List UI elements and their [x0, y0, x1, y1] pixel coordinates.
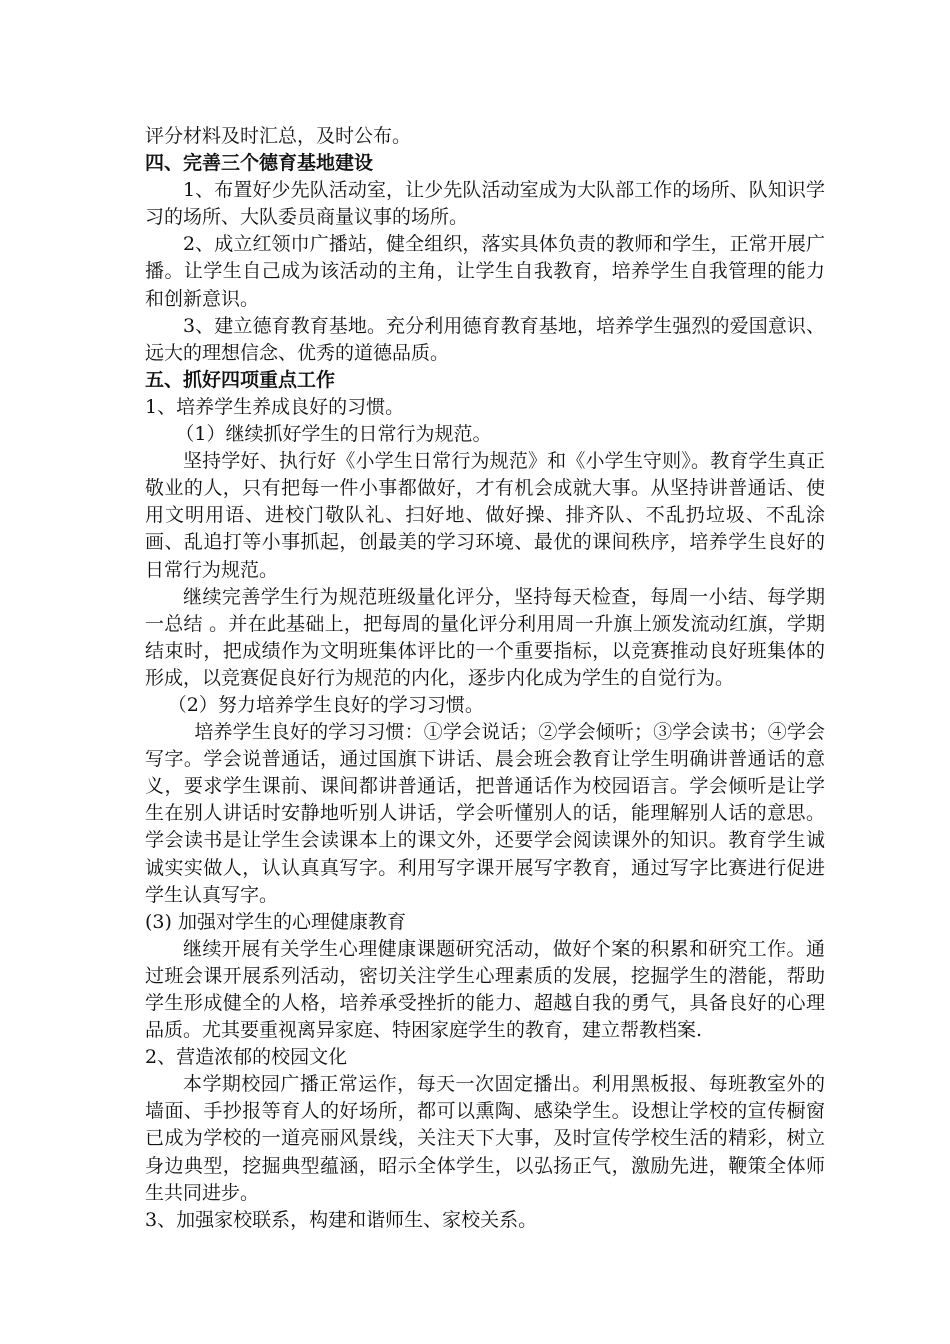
paragraph: 坚持学好、执行好《小学生日常行为规范》和《小学生守则》。教育学生真正敬业的人，只有把每一件小事都做好，才有机会成就大事。从坚持讲普通话、使用文明用语、进校门敬队礼、扫好地、做好操、排齐队、不乱扔垃圾、不乱涂画、乱追打等小事抓起，创最美的学习环境、最优的课间秩序，培养学生良好的日常行为规范。 [145, 450, 825, 581]
paragraph: 培养学生良好的学习习惯：①学会说话；②学会倾听；③学会读书；④学会写字。学会说普通话，通过国旗下讲话、晨会班会教育让学生明确讲普通话的意义，要求学生课前、课间都讲普通话，把普通话作为校园语言。学会倾听是让学生在别人讲话时安静地听别人讲话，学会听懂别人的话，能理解别人话的意思。学会读书是让学生会读课本上的课文外，还要学会阅读课外的知识。教育学生诚诚实实做人，认认真真写字。利用写字课开展写字教育，通过写字比赛进行促进学生认真写字。 [145, 721, 825, 906]
subheading: （1）继续抓好学生的日常行为规范。 [175, 423, 492, 446]
subheading: 2、营造浓郁的校园文化 [145, 1046, 348, 1069]
subheading: 3、加强家校联系，构建和谐师生、家校关系。 [145, 1208, 538, 1231]
paragraph: 本学期校园广播正常运作，每天一次固定播出。利用黑板报、每班教室外的墙面、手抄报等育人的好场所，都可以熏陶、感染学生。设想让学校的宣传橱窗已成为学校的一道亮丽风景线，关注天下大事，及时宣传学校生活的精彩，树立身边典型，挖掘典型蕴涵，昭示全体学生，以弘扬正气，激励先进，鞭策全体师生共同进步。 [145, 1073, 825, 1204]
paragraph: 1、布置好少先队活动室，让少先队活动室成为大队部工作的场所、队知识学习的场所、大队委员商量议事的场所。 [145, 179, 825, 229]
section-heading-5: 五、抓好四项重点工作 [145, 368, 336, 391]
paragraph: 评分材料及时汇总，及时公布。 [145, 125, 412, 147]
paragraph: 继续开展有关学生心理健康课题研究活动，做好个案的积累和研究工作。通过班会课开展系列活动，密切关注学生心理素质的发展，挖掘学生的潜能，帮助学生形成健全的人格，培养承受挫折的能力、超越自我的勇气，具备良好的心理品质。尤其要重视离异家庭、特困家庭学生的教育，建立帮教档案. [145, 937, 825, 1042]
subheading: （2）努力培养学生良好的学习习惯。 [167, 693, 484, 716]
paragraph: 继续完善学生行为规范班级量化评分，坚持每天检查，每周一小结、每学期一总结 。并在此基础上，把每周的量化评分利用周一升旗上颁发流动红旗，学期结束时，把成绩作为文明班集体评比的一个重要指标，以竞赛推动良好班集体的形成，以竞赛促良好行为规范的内化，逐步内化成为学生的自觉行为。 [145, 585, 825, 689]
section-heading-4: 四、完善三个德育基地建设 [145, 152, 374, 175]
document-body [145, 123, 825, 1234]
paragraph: 2、成立红领巾广播站，健全组织，落实具体负责的教师和学生，正常开展广播。让学生自己成为该活动的主角，让学生自我教育，培养学生自我管理的能力和创新意识。 [145, 233, 825, 310]
subheading: (3) 加强对学生的心理健康教育 [145, 910, 406, 933]
paragraph: 3、建立德育教育基地。充分利用德育教育基地，培养学生强烈的爱国意识、远大的理想信念、优秀的道德品质。 [145, 314, 825, 364]
subheading: 1、培养学生养成良好的习惯。 [145, 395, 405, 418]
